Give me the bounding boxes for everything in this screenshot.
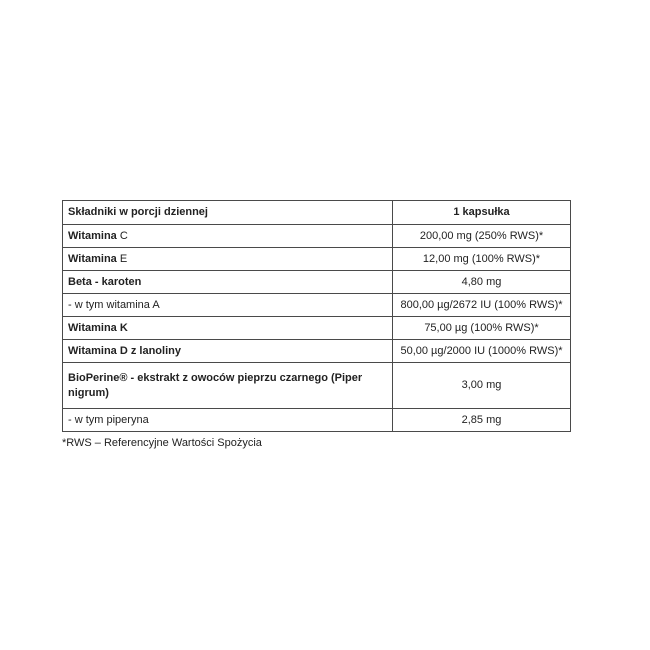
ingredient-amount: 2,85 mg bbox=[393, 409, 571, 432]
ingredient-name: - w tym piperyna bbox=[63, 409, 393, 432]
table-row bbox=[63, 340, 571, 363]
table-row bbox=[63, 225, 571, 248]
table-row bbox=[63, 248, 571, 271]
ingredient-amount: 800,00 µg/2672 IU (100% RWS)* bbox=[393, 294, 571, 317]
supplement-facts-table bbox=[62, 200, 571, 432]
ingredient-name: - w tym witamina A bbox=[63, 294, 393, 317]
ingredient-name: Beta - karoten bbox=[63, 271, 393, 294]
table-row bbox=[63, 294, 571, 317]
ingredient-amount: 50,00 µg/2000 IU (1000% RWS)* bbox=[393, 340, 571, 363]
ingredient-amount: 12,00 mg (100% RWS)* bbox=[393, 248, 571, 271]
ingredient-name: Witamina K bbox=[63, 317, 393, 340]
table-row bbox=[63, 409, 571, 432]
ingredient-amount: 200,00 mg (250% RWS)* bbox=[393, 225, 571, 248]
table-row bbox=[63, 271, 571, 294]
rws-footnote: *RWS – Referencyjne Wartości Spożycia bbox=[62, 437, 262, 449]
table-row bbox=[63, 363, 571, 409]
table-header-row bbox=[63, 201, 571, 225]
ingredient-amount: 4,80 mg bbox=[393, 271, 571, 294]
ingredient-name: Witamina C bbox=[63, 225, 393, 248]
supplement-facts-table-container bbox=[62, 200, 570, 432]
header-serving: 1 kapsułka bbox=[393, 201, 571, 225]
header-ingredients: Składniki w porcji dziennej bbox=[63, 201, 393, 225]
ingredient-name: Witamina D z lanoliny bbox=[63, 340, 393, 363]
ingredient-name: BioPerine® - ekstrakt z owoców pieprzu czarnego (Piper nigrum) bbox=[63, 363, 393, 409]
ingredient-name: Witamina E bbox=[63, 248, 393, 271]
ingredient-amount: 75,00 µg (100% RWS)* bbox=[393, 317, 571, 340]
ingredient-amount: 3,00 mg bbox=[393, 363, 571, 409]
table-row bbox=[63, 317, 571, 340]
